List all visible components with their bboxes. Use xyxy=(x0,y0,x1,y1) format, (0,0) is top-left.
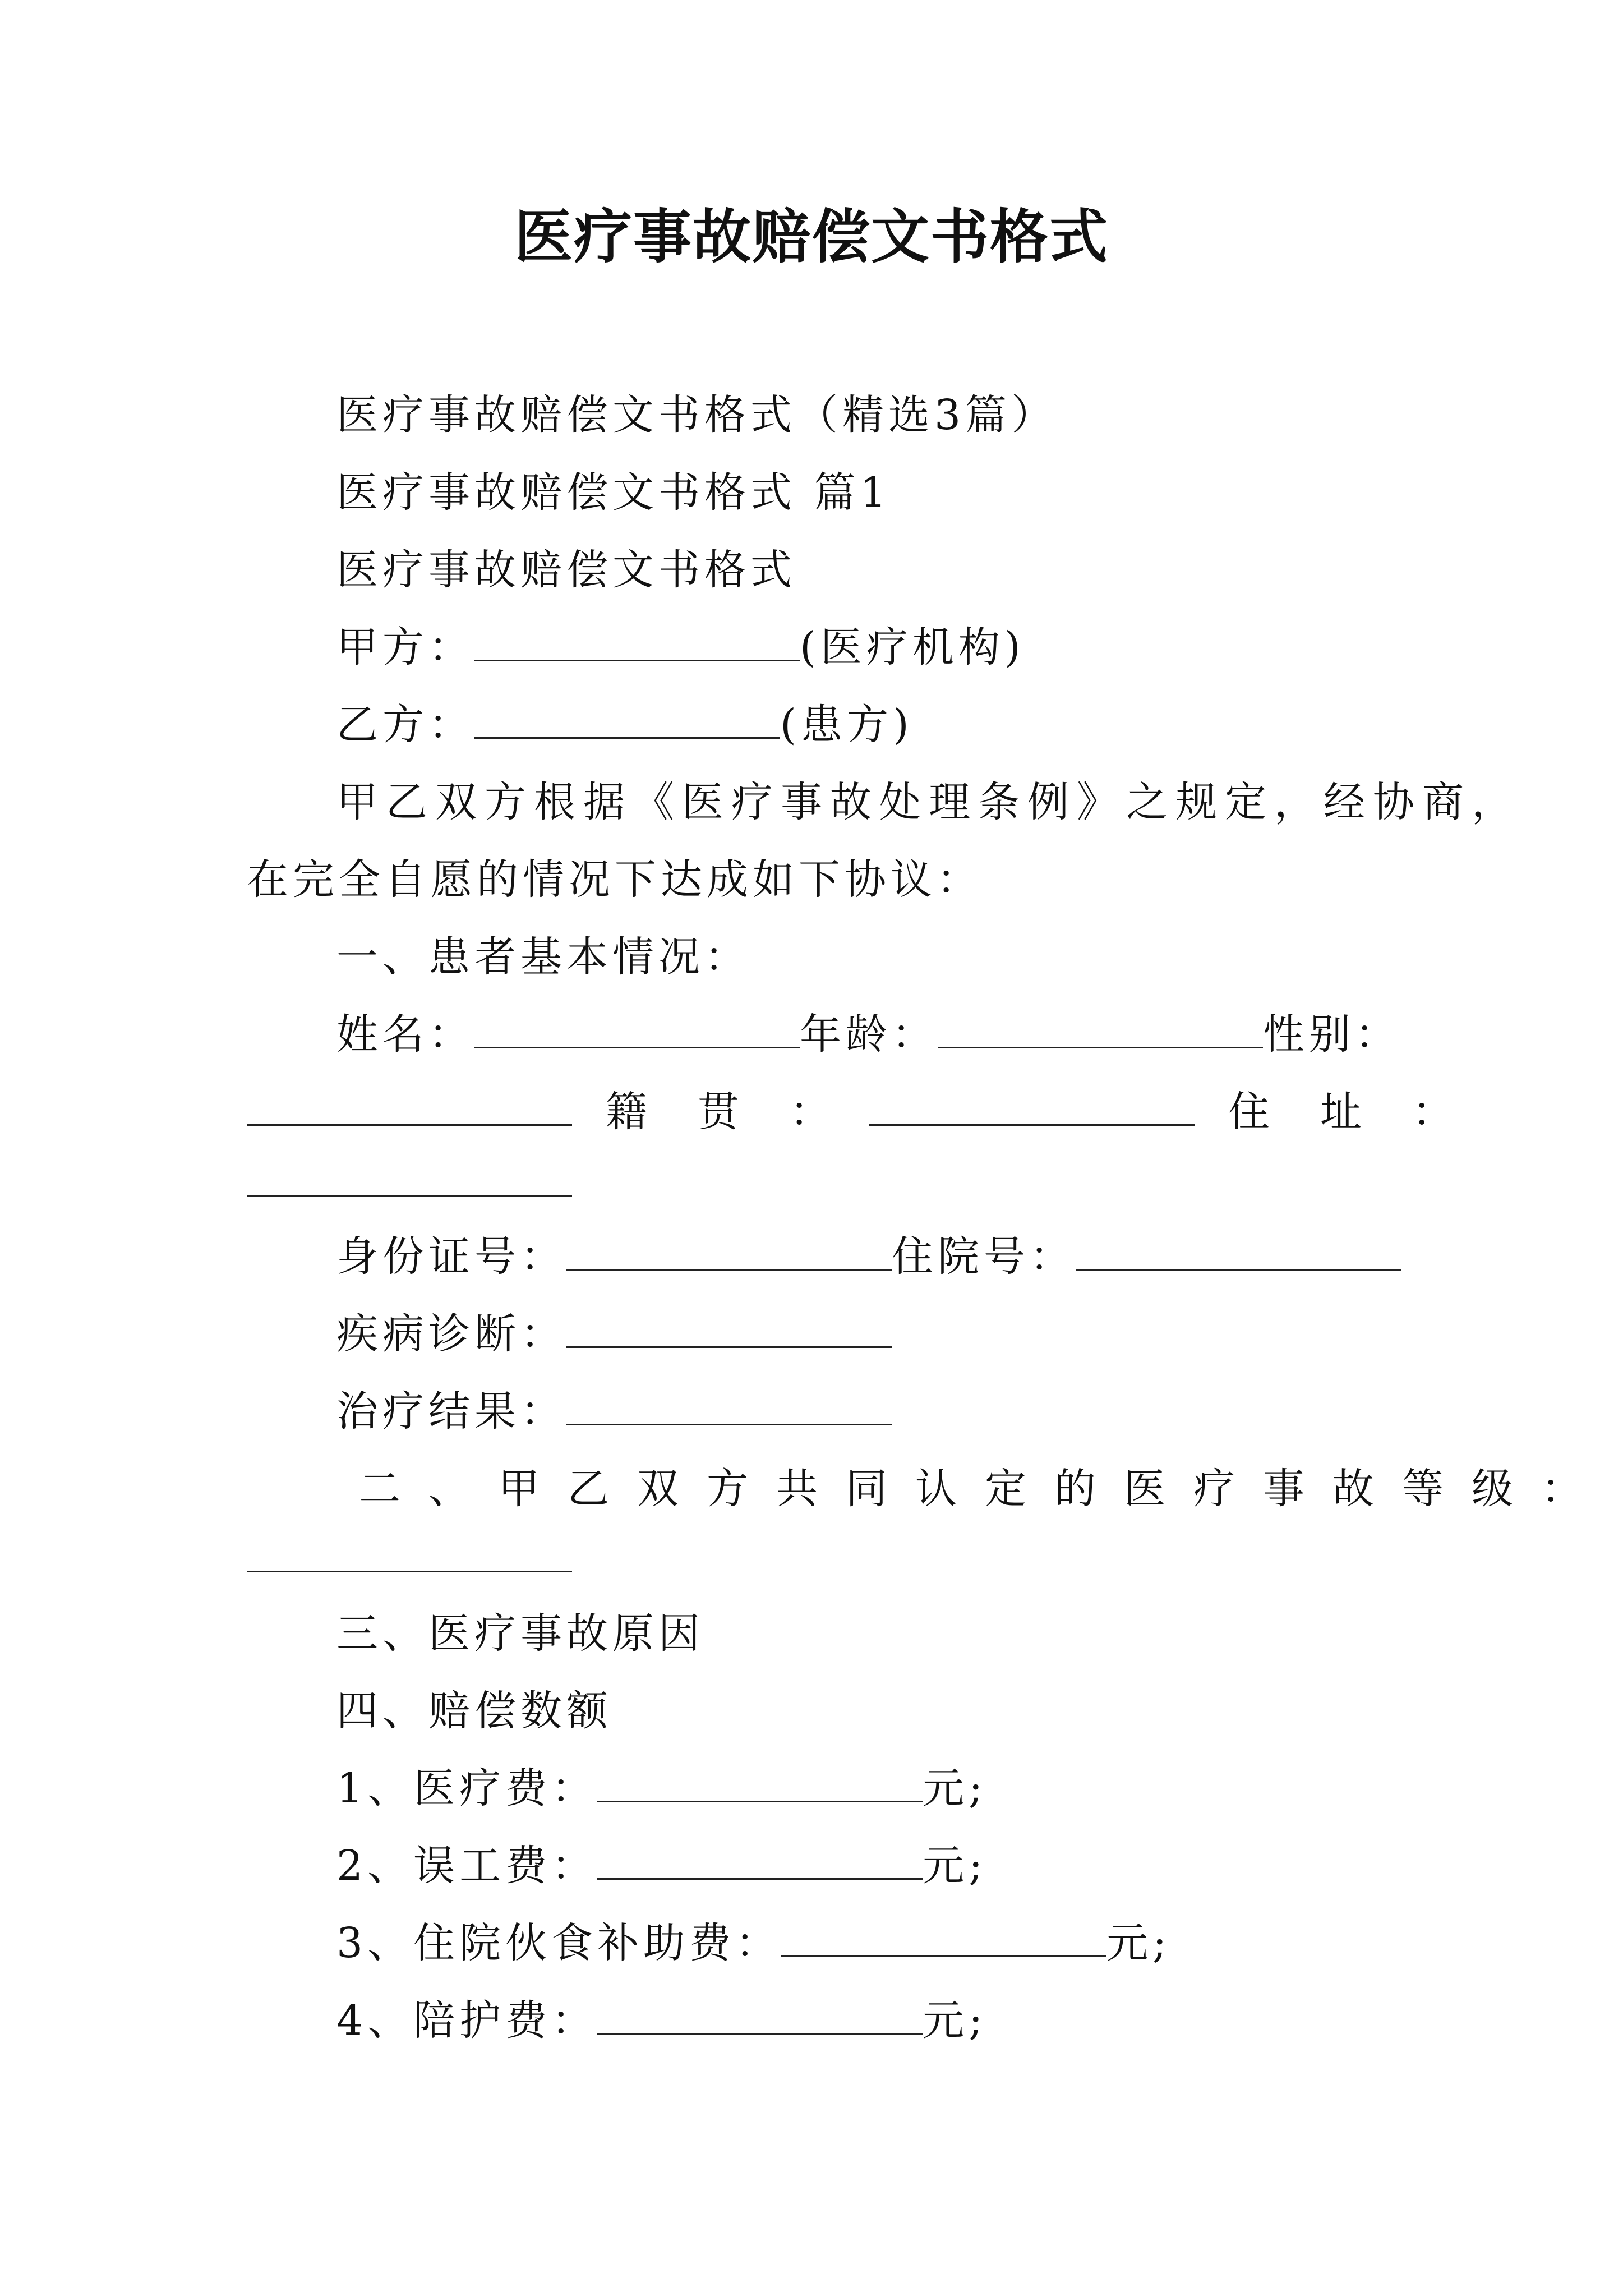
fee3-label: 3、住院伙食补助费： xyxy=(336,1919,782,1967)
id-label: 身份证号： xyxy=(336,1232,566,1281)
origin-blank[interactable] xyxy=(869,1084,1195,1126)
fee1-unit: 元; xyxy=(923,1764,988,1812)
document-title: 医疗事故赔偿文书格式 xyxy=(514,202,1109,271)
fee3-blank[interactable] xyxy=(781,1915,1106,1957)
diagnosis-row xyxy=(336,1306,892,1362)
section-3-heading: 三、医疗事故原因 xyxy=(336,1609,704,1658)
fee1-label: 1、医疗费： xyxy=(336,1764,598,1812)
para1-line-1: 甲乙双方根据《医疗事故处理条例》之规定，经协商， xyxy=(336,778,1521,826)
party-a-blank[interactable] xyxy=(474,619,800,661)
gender-label: 性别： xyxy=(1263,1010,1401,1059)
fee-row-2 xyxy=(336,1838,987,1894)
section-1-heading: 一、患者基本情况： xyxy=(336,933,750,981)
treatment-blank[interactable] xyxy=(566,1383,892,1425)
fee3-unit: 元; xyxy=(1106,1919,1172,1967)
patient-row-2 xyxy=(247,1084,1458,1140)
id-row xyxy=(336,1228,1401,1285)
name-label: 姓名： xyxy=(336,1010,474,1059)
party-b-label: 乙方： xyxy=(336,701,474,749)
fee4-unit: 元; xyxy=(923,1996,988,2045)
section-2-heading: 二、甲乙双方共同认定的医疗事故等级： xyxy=(359,1465,1611,1513)
fee2-unit: 元; xyxy=(923,1842,988,1890)
address-blank[interactable] xyxy=(247,1189,572,1197)
age-label: 年龄： xyxy=(800,1010,938,1059)
fee2-blank[interactable] xyxy=(597,1838,923,1880)
diagnosis-label: 疾病诊断： xyxy=(336,1310,566,1358)
fee2-label: 2、误工费： xyxy=(336,1842,598,1890)
fee-row-3 xyxy=(336,1915,1171,1971)
party-b-line xyxy=(336,697,914,753)
fee4-label: 4、陪护费： xyxy=(336,1996,598,2045)
address-label: 住 址 ： xyxy=(1228,1088,1458,1136)
name-blank[interactable] xyxy=(474,1006,800,1048)
fee-row-4 xyxy=(336,1993,987,2049)
id-blank[interactable] xyxy=(566,1228,892,1271)
party-a-line xyxy=(336,619,1025,675)
party-b-suffix: (患方) xyxy=(780,701,914,749)
hospital-no-label: 住院号： xyxy=(892,1232,1076,1281)
treatment-row xyxy=(336,1383,892,1439)
accident-level-blank[interactable] xyxy=(247,1565,572,1572)
fee4-blank[interactable] xyxy=(597,1993,923,2035)
gender-blank[interactable] xyxy=(247,1084,572,1126)
intro-line-3: 医疗事故赔偿文书格式 xyxy=(336,546,796,594)
treatment-label: 治疗结果： xyxy=(336,1387,566,1435)
age-blank[interactable] xyxy=(938,1006,1263,1048)
fee1-blank[interactable] xyxy=(597,1760,923,1802)
party-a-suffix: (医疗机构) xyxy=(800,623,1025,671)
fee-row-1 xyxy=(336,1760,987,1816)
intro-line-2: 医疗事故赔偿文书格式 篇1 xyxy=(336,468,891,517)
section-4-heading: 四、赔偿数额 xyxy=(336,1687,612,1735)
party-a-label: 甲方： xyxy=(336,623,474,671)
patient-row-1 xyxy=(336,1006,1401,1062)
diagnosis-blank[interactable] xyxy=(566,1306,892,1348)
intro-line-1: 医疗事故赔偿文书格式（精选3篇） xyxy=(336,391,1058,439)
origin-label: 籍 贯 ： xyxy=(606,1088,836,1136)
para1-line-2: 在完全自愿的情况下达成如下协议： xyxy=(247,855,983,904)
hospital-no-blank[interactable] xyxy=(1076,1228,1401,1271)
party-b-blank[interactable] xyxy=(474,697,780,739)
